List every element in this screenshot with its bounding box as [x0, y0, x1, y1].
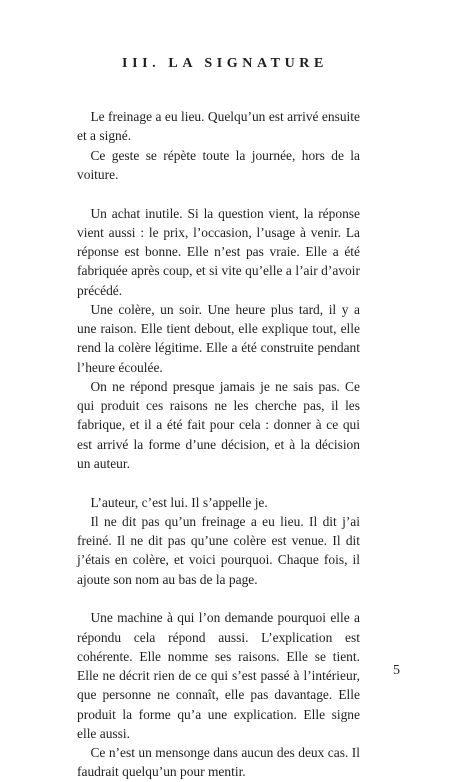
body-text — [77, 107, 360, 782]
paragraph: Ce geste se répète toute la journée, hors de la voiture. — [77, 147, 360, 182]
section-break — [77, 184, 360, 204]
page-number: 5 — [393, 663, 400, 678]
paragraph: Ce n’est un mensonge dans aucun des deux cas. Il faudrait quelqu’un pour mentir. — [77, 745, 360, 780]
paragraph: Une machine à qui l’on demande pourquoi elle a répondu cela répond aussi. L’explication est cohérente. Elle nomme ses raisons. Elle se tient. Elle ne décrit rien de ce qui s’est passé à l’intérieur, que personne ne connaît, elle pas davantage. Elle produit la forme qu’a une explication. Elle signe elle aussi. — [77, 610, 360, 741]
paragraph: Une colère, un soir. Une heure plus tard, il y a une raison. Elle tient debout, elle explique tout, elle rend la colère légitime. Elle a été construite pendant l’heure écoulée. — [77, 301, 360, 375]
paragraph: L’auteur, c’est lui. Il s’appelle je. — [90, 494, 268, 510]
paragraph: Le freinage a eu lieu. Quelqu’un est arrivé ensuite et a signé. — [77, 109, 360, 144]
paragraph: Il ne dit pas qu’un freinage a eu lieu. Il dit j’ai freiné. Il ne dit pas qu’une colère est venue. Il dit j’étais en colère, et voici pourquoi. Chaque fois, il ajoute son nom au bas de la page. — [77, 513, 360, 587]
paragraph: Un achat inutile. Si la question vient, la réponse vient aussi : le prix, l’occasion, l’usage à venir. La réponse est bonne. Elle n’est pas vraie. Elle a été fabriquée après coup, et si vite qu’elle a l’air d’avoir précédé. — [77, 205, 360, 298]
paragraph: On ne répond presque jamais je ne sais pas. Ce qui produit ces raisons ne les cherche pas, il les fabrique, et il a été fait pour cela : donner à ce qui est arrivé la forme d’une décision, et à la décision un auteur. — [77, 378, 360, 471]
section-break — [77, 589, 360, 609]
section-break — [77, 473, 360, 493]
chapter-title: III. LA SIGNATURE — [122, 56, 328, 71]
